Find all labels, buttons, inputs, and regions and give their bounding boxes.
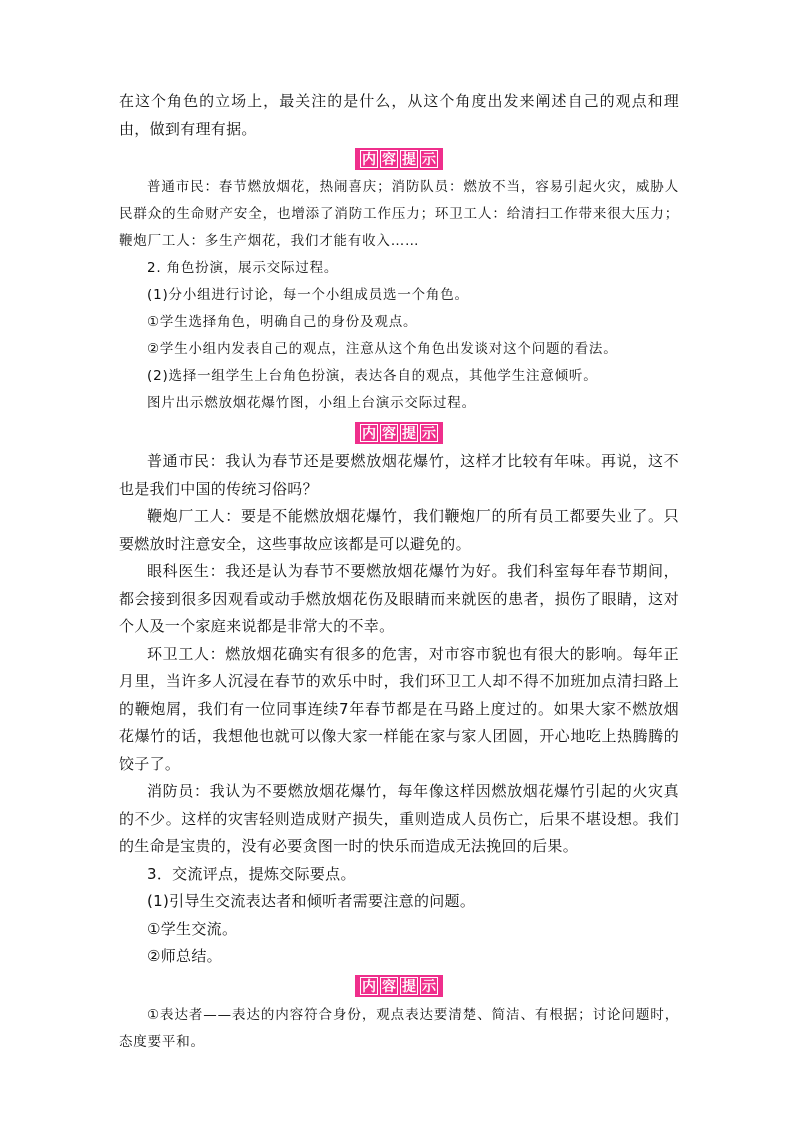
step-2-1: (1)分小组进行讨论，每一个小组成员选一个角色。	[147, 287, 469, 303]
tag-char: 容	[382, 151, 396, 168]
tag-char: 内	[362, 979, 376, 995]
tag-char: 示	[422, 425, 436, 442]
step-2-2: (2)选择一组学生上台角色扮演，表达各自的观点，其他学生注意倾听。	[147, 368, 598, 384]
tag-char: 提	[402, 151, 416, 168]
tag-char: 示	[422, 979, 436, 995]
step-2-1-b: ②学生小组内发表自己的观点，注意从这个角色出发谈对这个问题的看法。	[147, 341, 618, 357]
tag-char: 示	[422, 151, 436, 168]
content-hint-banner-3	[119, 971, 679, 1002]
tag-char: 内	[362, 151, 376, 168]
step-3-heading: 3．交流评点，提炼交际要点。	[147, 864, 356, 883]
intro-paragraph: 在这个角色的立场上，最关注的是什么，从这个角度出发来阐述自己的观点和理由，做到有理有据。	[119, 92, 679, 138]
step-2-1-a: ①学生选择角色，明确自己的身份及观点。	[147, 314, 418, 330]
citizen-speech: 普通市民：我认为春节还是要燃放烟花爆竹，这样才比较有年味。再说，这不也是我们中国的传统习俗吗？	[119, 452, 679, 498]
tag-char: 提	[402, 979, 416, 995]
tag-char: 提	[402, 425, 416, 442]
content-hint-tag	[355, 975, 443, 997]
sanitation-worker-speech: 环卫工人：燃放烟花确实有很多的危害，对市容市貌也有很大的影响。每年正月里，当许多人沉浸在春节的欢乐中时，我们环卫工人却不得不加班加点清扫路上的鞭炮屑，我们有一位同事连续7年春节都是在马路上度过的。如果大家不燃放烟花爆竹的话，我想他也就可以像大家一样能在家与家人团圆，开心地吃上热腾腾的饺子了。	[119, 644, 679, 773]
tag-char: 容	[382, 979, 396, 995]
eye-doctor-speech: 眼科医生：我还是认为春节不要燃放烟花爆竹为好。我们科室每年春节期间，都会接到很多因观看或动手燃放烟花伤及眼睛而来就医的患者，损伤了眼睛，这对个人及一个家庭来说都是非常大的不幸。	[119, 562, 679, 635]
step-3-1-b: ②师总结。	[147, 947, 222, 965]
content-hint-tag	[355, 148, 443, 170]
tag-char: 容	[382, 425, 396, 442]
factory-worker-speech: 鞭炮厂工人：要是不能燃放烟花爆竹，我们鞭炮厂的所有员工都要失业了。只要燃放时注意安全，这些事故应该都是可以避免的。	[119, 507, 679, 553]
step-3-1-a: ①学生交流。	[147, 919, 238, 938]
step-2-note: 图片出示燃放烟花爆竹图，小组上台演示交际过程。	[147, 395, 476, 411]
step-2-heading: 2. 角色扮演，展示交际过程。	[147, 260, 339, 276]
content-hint-banner-1	[119, 143, 679, 174]
roles-summary-paragraph: 普通市民：春节燃放烟花，热闹喜庆；消防队员：燃放不当，容易引起火灾，威胁人民群众的生命财产安全，也增添了消防工作压力；环卫工人：给清扫工作带来很大压力；鞭炮厂工人：多生产烟花，我们才能有收入……	[119, 179, 679, 249]
speaker-tips-paragraph: ①表达者——表达的内容符合身份，观点表达要清楚、简洁、有根据；讨论问题时，态度要平和。	[119, 1006, 679, 1050]
tag-char: 内	[362, 425, 376, 442]
document-page	[119, 88, 679, 1056]
firefighter-speech: 消防员：我认为不要燃放烟花爆竹，每年像这样因燃放烟花爆竹引起的火灾真的不少。这样的灾害轻则造成财产损失，重则造成人员伤亡，后果不堪设想。我们的生命是宝贵的，没有必要贪图一时的快乐而造成无法挽回的后果。	[119, 782, 679, 855]
content-hint-banner-2	[119, 417, 679, 448]
step-3-1: (1)引导生交流表达者和倾听者需要注意的问题。	[147, 892, 476, 910]
content-hint-tag	[355, 422, 443, 444]
